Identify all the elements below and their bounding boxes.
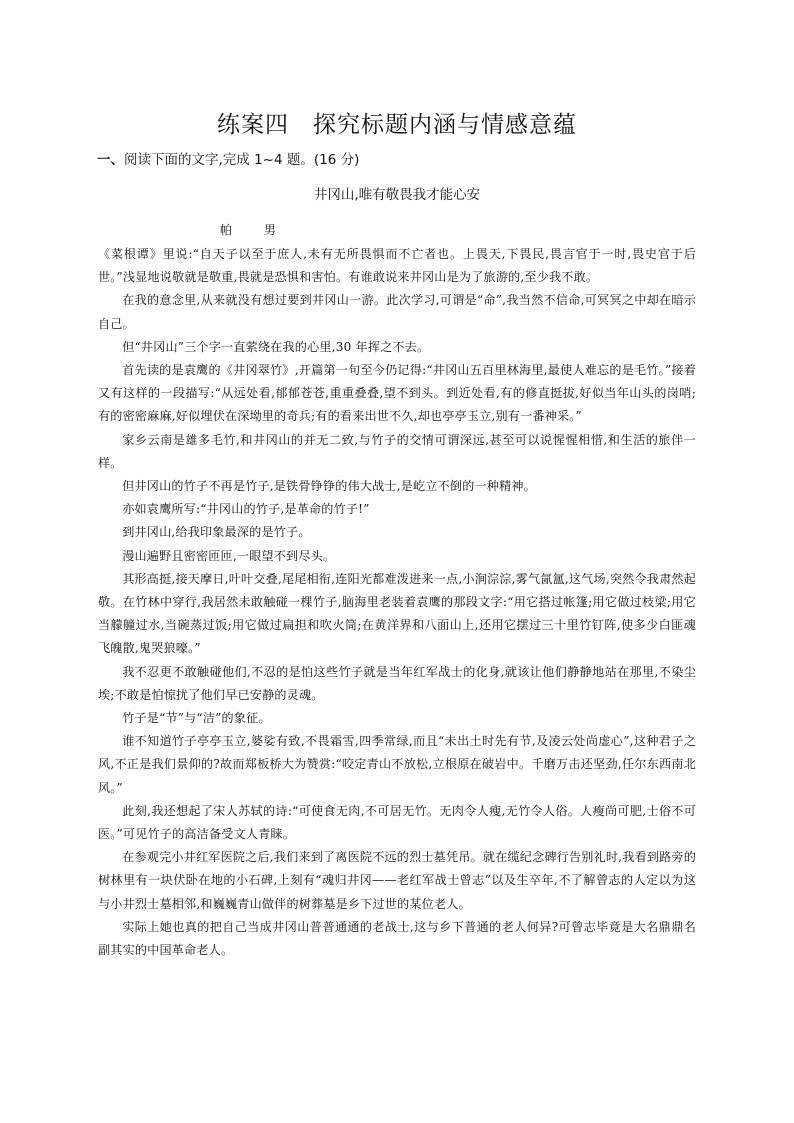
paragraph: 在参观完小井红军医院之后,我们来到了离医院不远的烈士墓凭吊。就在缆纪念碑行告别礼时,我看到路旁的树林里有一块伏卧在地的小石碑,上刻有“魂归井冈——老红军战士曾志”以及生卒年,不了解曾志的人定以为这与小井烈士墓相邻,和巍巍青山做伴的树葬墓是乡下过世的某位老人。 — [98, 850, 696, 911]
document-title: 练案四 探究标题内涵与情感意蕴 — [217, 112, 577, 138]
paragraph: 漫山遍野且密密匝匝,一眼望不到尽头。 — [122, 548, 336, 563]
article-body — [98, 243, 696, 962]
paragraph: 在我的意念里,从来就没有想过要到井冈山一游。此次学习,可谓是“命”,我当然不信命,可冥冥之中却在暗示自己。 — [98, 293, 696, 331]
section-heading — [97, 148, 359, 168]
paragraph: 《菜根谭》里说:“自天子以至于庶人,未有无所畏惧而不亡者也。上畏天,下畏民,畏言官于一时,畏史官于后世。”浅显地说敬就是敬重,畏就是恐惧和害怕。有谁敢说来井冈山是为了旅游的,至少我不敢。 — [98, 247, 696, 285]
section-instruction: 阅读下面的文字,完成 1~4 题。(16 分) — [124, 152, 360, 168]
paragraph: 此刻,我还想起了宋人苏轼的诗:“可使食无肉,不可居无竹。无肉令人瘦,无竹令人俗。人瘦尚可肥,士俗不可医。”可见竹子的高洁备受文人青睐。 — [98, 803, 696, 842]
paragraph: 但“井冈山”三个字一直萦绕在我的心里,30 年挥之不去。 — [122, 339, 430, 354]
paragraph: 到井冈山,给我印象最深的是竹子。 — [122, 525, 311, 540]
paragraph: 亦如袁鹰所写:“井冈山的竹子,是革命的竹子!” — [122, 502, 370, 517]
paragraph: 竹子是“节”与“洁”的象征。 — [122, 711, 271, 726]
paragraph: 其形高挺,接天摩日,叶叶交叠,尾尾相衔,连阳光都难泼进来一点,小涧淙淙,雾气氤氲,这气场,突然令我肃然起敬。在竹林中穿行,我居然未敢触碰一棵竹子,脑海里老装着袁鹰的那段文字:“用它搭过帐篷;用它做过枝梁;用它当艨艟过水,当碗蒸过饭;用它做过扁担和吹火筒;在黄洋界和八面山上,还用它摆过三十里竹钉阵,使多少白匪魂飞魄散,鬼哭狼嚎。” — [98, 571, 696, 656]
section-number: 一、 — [97, 152, 124, 168]
paragraph: 家乡云南是雄多毛竹,和井冈山的并无二致,与竹子的交情可谓深远,甚至可以说惺惺相惜,和生活的旅伴一样。 — [98, 432, 696, 470]
article-author: 帕 男 — [220, 223, 290, 237]
paragraph: 实际上她也真的把自己当成井冈山普普通通的老战士,这与乡下普通的老人何异?可曾志毕竟是大名鼎鼎名副其实的中国革命老人。 — [98, 919, 696, 958]
paragraph: 首先读的是袁鹰的《井冈翠竹》,开篇第一句至今仍记得:“井冈山五百里林海里,最使人难忘的是毛竹。”接着又有这样的一段描写:“从远处看,郁郁苍苍,重重叠叠,望不到头。到近处看,有的修直挺拔,好似当年山头的岗哨;有的密密麻麻,好似埋伏在深坳里的奇兵;有的看来出世不久,却也亭亭玉立,别有一番神采。” — [98, 363, 696, 424]
paragraph: 但井冈山的竹子不再是竹子,是铁骨铮铮的伟大战士,是屹立不倒的一种精神。 — [122, 479, 536, 494]
paragraph: 我不忍更不敢触碰他们,不忍的是怕这些竹子就是当年红军战士的化身,就该让他们静静地站在那里,不染尘埃;不敢是怕惊扰了他们早已安静的灵魂。 — [98, 664, 696, 702]
article-title: 井冈山,唯有敬畏我才能心安 — [313, 187, 481, 203]
paragraph: 谁不知道竹子亭亭玉立,婆娑有致,不畏霜雪,四季常绿,而且“未出土时先有节,及凌云处尚虚心”,这种君子之风,不正是我们景仰的?故而郑板桥大为赞赏:“咬定青山不放松,立根原在破岩中。千磨万击还坚劲,任尔东西南北风。” — [98, 734, 696, 795]
